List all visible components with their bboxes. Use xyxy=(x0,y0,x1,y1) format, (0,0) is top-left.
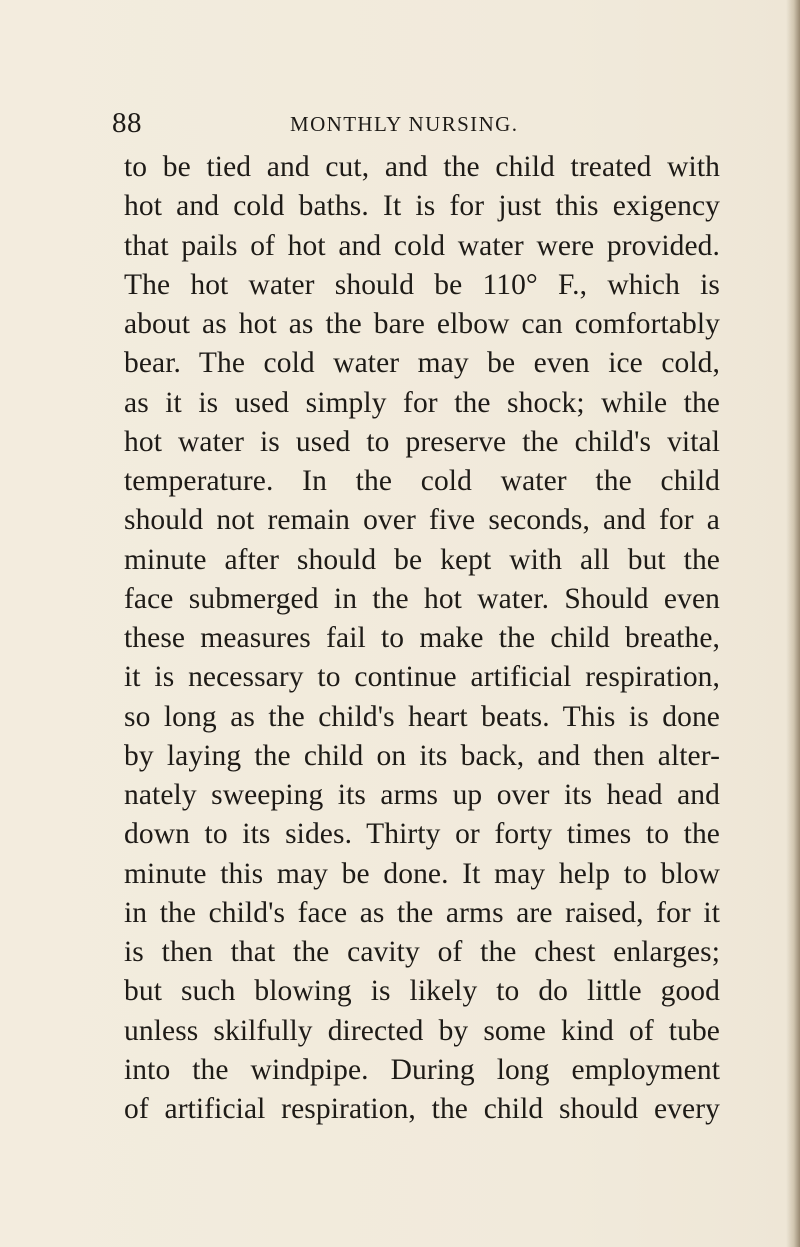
text-line: to be tied and cut, and the child treated with xyxy=(124,151,720,183)
text-line: The hot water should be 110° F., which is xyxy=(124,268,720,301)
text-line: as it is used simply for the shock; while the xyxy=(124,386,720,419)
text-line: into the windpipe. During long employment xyxy=(124,1053,720,1086)
text-line: is then that the cavity of the chest enlarges; xyxy=(124,936,720,968)
text-line: but such blowing is likely to do little good xyxy=(124,975,720,1008)
text-line: should not remain over five seconds, and for a xyxy=(124,504,720,537)
text-line: by laying the child on its back, and then alter- xyxy=(124,739,720,772)
text-line: minute after should be kept with all but the xyxy=(124,543,720,576)
page-number: 88 xyxy=(112,107,142,139)
body-text xyxy=(124,148,720,1129)
text-line: in the child's face as the arms are raised, for it xyxy=(124,896,720,929)
text-line: minute this may be done. It may help to blow xyxy=(124,857,720,890)
text-line: temperature. In the cold water the child xyxy=(124,465,720,497)
running-head: MONTHLY NURSING. xyxy=(290,112,519,136)
text-line: these measures fail to make the child breathe, xyxy=(124,622,720,654)
text-line: so long as the child's heart beats. This is done xyxy=(124,700,720,733)
text-line: hot water is used to preserve the child's vital xyxy=(124,425,720,458)
text-line: down to its sides. Thirty or forty times to the xyxy=(124,818,720,851)
page-header xyxy=(112,107,718,147)
text-line: that pails of hot and cold water were provided. xyxy=(124,229,720,262)
text-line: unless skilfully directed by some kind of tube xyxy=(124,1014,720,1047)
text-line: of artificial respiration, the child should every xyxy=(124,1093,720,1125)
page-edge-shadow xyxy=(786,0,800,1247)
text-line: about as hot as the bare elbow can comfortably xyxy=(124,308,720,340)
text-line: face submerged in the hot water. Should even xyxy=(124,582,720,615)
text-line: it is necessary to continue artificial respiration, xyxy=(124,661,720,694)
text-line: bear. The cold water may be even ice cold, xyxy=(124,347,720,380)
text-line: nately sweeping its arms up over its head and xyxy=(124,779,720,811)
text-line: hot and cold baths. It is for just this exigency xyxy=(124,190,720,223)
